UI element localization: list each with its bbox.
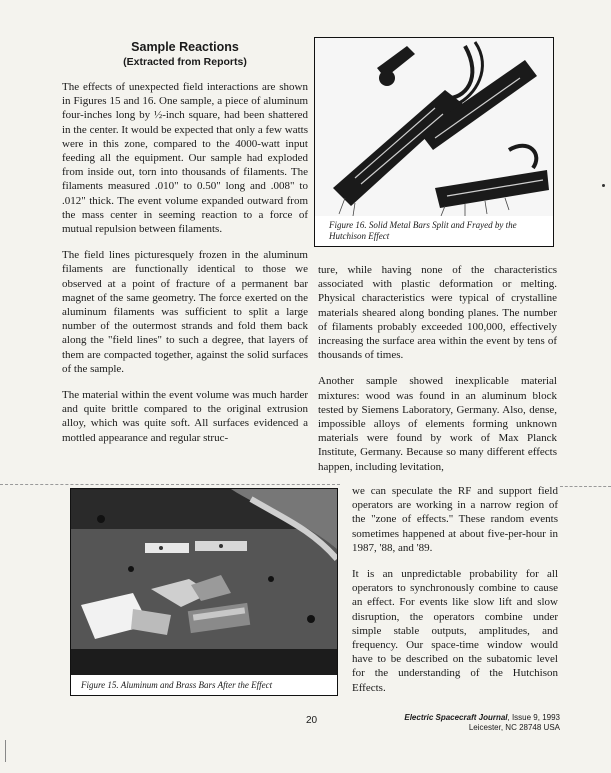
paragraph-2: The field lines picturesquely frozen in the aluminum filaments are functionally identical to those we observed at a point of fracture of a permanent bar magnet of the same geometry. The force exerted on the aluminum filaments was sufficient to split a large number of the outermost strands and fold them back along the "field lines" to such a degree, that layers of them are compacted together, against the solid surfaces of the sample.: [62, 249, 308, 375]
paragraph-6: we can speculate the RF and support field operators are working in a narrow region of the "zone of effects." These random events sometimes happened at about five-per-hour in 1987, '88, and '89.: [352, 485, 558, 554]
journal-name: Electric Spacecraft Journal: [404, 713, 508, 722]
journal-issue: , Issue 9, 1993: [507, 713, 560, 722]
dashed-separator-left: [0, 484, 340, 485]
figure-16-caption: Figure 16. Solid Metal Bars Split and Frayed by the Hutchison Effect: [329, 220, 517, 241]
paragraph-3: The material within the event volume was much harder and quite brittle compared to the original extrusion alloy, which was quite soft. All surfaces evidenced a mottled appearance and regular struc-: [62, 389, 308, 444]
figure-15-caption: Figure 15. Aluminum and Brass Bars After the Effect: [81, 680, 273, 690]
figure-16-photo: [315, 38, 553, 216]
paragraph-4: ture, while having none of the characteristics associated with plastic deformation or melting. Physical characteristics were typical of crystalline materials sheared along bonding planes. The number of filaments probably exceeded 100,000, effectively increasing the surface area within the event by tens of thousands of times.: [318, 264, 557, 362]
footer-address: Leicester, NC 28748 USA: [468, 723, 560, 732]
section-heading: [62, 40, 308, 70]
scan-mark: [5, 740, 6, 762]
section-subtitle: (Extracted from Reports): [123, 56, 247, 68]
paragraph-1: The effects of unexpected field interactions are shown in Figures 15 and 16. One sample, a piece of aluminum four-inches long by ½-inch square, had been shattered in the center. It would be expected that only a few watts were in this zone, compared to the 4000-watt input feeding all the equipment. Our sample had exploded from inside out, torn into thousands of filaments. The filaments measured .010" to 0.50" long and .008" to .012" thick. The event volume expanded outward from the mass center in seeming reaction to a force of mutual repulsion between filaments.: [62, 81, 308, 236]
figure-16: [314, 37, 554, 247]
scan-speck: [602, 184, 605, 187]
footer-journal-line: [380, 713, 560, 723]
page-number: 20: [306, 715, 318, 726]
dashed-separator-right: [560, 486, 611, 487]
right-column-top: [318, 263, 557, 474]
figure-15: [70, 488, 338, 696]
left-column: [62, 80, 308, 445]
paragraph-7: It is an unpredictable probability for all operators to synchronously combine to cause an effect. For events like slow lift and slow disruption, the operators combine under simple stable outputs, amplitudes, and frequency. Our space-time window would have to be described on the subatomic level for the understanding of the Hutchison Effects.: [352, 568, 558, 694]
right-column-bottom: [352, 484, 558, 695]
figure-15-photo: [71, 489, 337, 675]
section-title: Sample Reactions: [131, 40, 239, 54]
paragraph-5: Another sample showed inexplicable material mixtures: wood was found in an aluminum block tested by Siemens Laboratory, Germany. Also, dense, impossible alloys of elements forming unknown materials were found by work of Max Planck Institute, Germany. Because so many different effects happen, including levitation,: [318, 375, 557, 473]
